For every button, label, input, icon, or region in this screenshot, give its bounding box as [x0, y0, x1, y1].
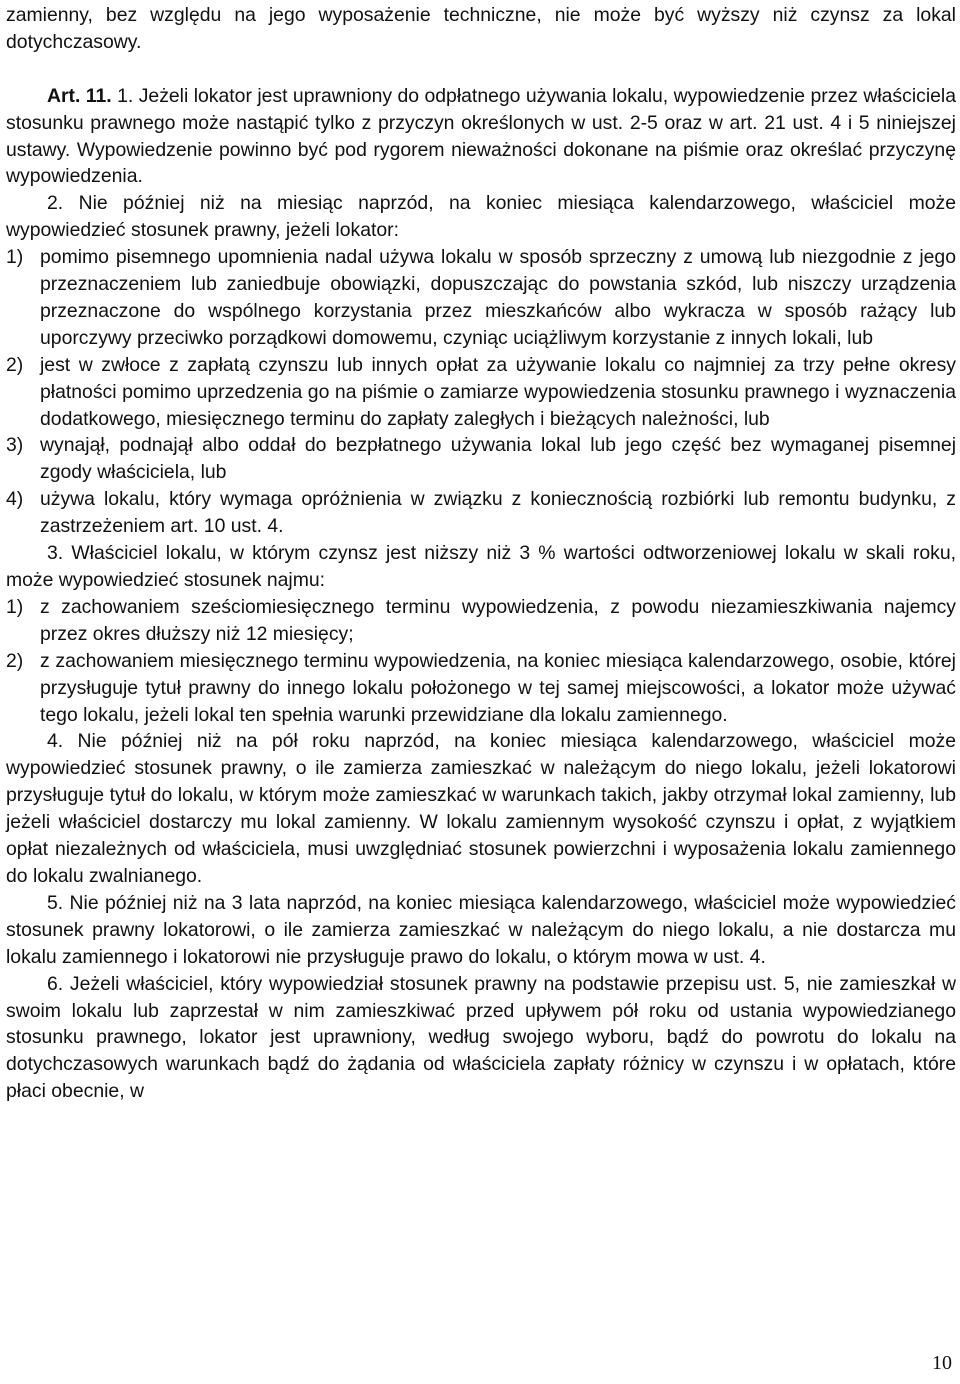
- list-item-number: 4): [6, 488, 24, 511]
- paragraph-gap: [6, 56, 956, 83]
- article-11-paragraph-2: 2. Nie później niż na miesiąc naprzód, na koniec miesiąca kalendarzowego, właściciel może wypowiedzieć stosunek prawny, jeżeli lokator:: [6, 192, 956, 242]
- paragraph-1-number: 1.: [117, 84, 134, 107]
- list-item-number: 1): [6, 246, 24, 269]
- list-item-text: z zachowaniem miesięcznego terminu wypowiedzenia, na koniec miesiąca kalendarzowego, osobie, której przysługuje tytuł prawny do innego lokalu położonego w tej samej miejscowości, a lokator może używać tego lokalu, jeżeli lokal ten spełnia warunki przewidziane dla lokalu zamiennego.: [40, 649, 956, 726]
- paragraph-1-text: Jeżeli lokator jest uprawniony do odpłatnego używania lokalu, wypowiedzenie przez właściciela stosunku prawnego może nastąpić tylko z przyczyn określonych w ust. 2-5 oraz w art. 21 ust. 4 i 5 niniejszej ustawy. Wypowiedzenie powinno być pod rygorem nieważności dokonane na piśmie oraz określać przyczynę wypowiedzenia.: [6, 84, 957, 188]
- list-item-text: z zachowaniem sześciomiesięcznego terminu wypowiedzenia, z powodu niezamieszkiwania najemcy przez okres dłuższy niż 12 miesięcy;: [40, 595, 956, 645]
- lead-paragraph: zamienny, bez względu na jego wyposażenie techniczne, nie może być wyższy niż czynsz za lokal dotychczasowy.: [6, 4, 956, 53]
- list-item: [6, 244, 956, 352]
- article-11-paragraph-6: 6. Jeżeli właściciel, który wypowiedział stosunek prawny na podstawie przepisu ust. 5, nie zamieszkał w swoim lokalu lub zaprzestał w nim zamieszkiwać przed upływem pół roku od ustania wypowiedzianego stosunku prawnego, lokator jest uprawniony, według swojego wyboru, bądź do powrotu do lokalu na dotychczasowych warunkach bądź do żądania od właściciela zapłaty różnicy w czynszu i w opłatach, które płaci obecnie, w: [6, 972, 956, 1103]
- page-number: 10: [932, 1352, 952, 1374]
- article-11-paragraph-1: [6, 83, 956, 191]
- paragraph-2-list: [6, 244, 956, 540]
- list-item: [6, 352, 956, 433]
- article-11-paragraph-4: 4. Nie później niż na pół roku naprzód, na koniec miesiąca kalendarzowego, właściciel może wypowiedzieć stosunek prawny, o ile zamierza zamieszkać w należącym do niego lokalu, jeżeli lokatorowi przysługuje tytuł do lokalu, w którym może zamieszkać w warunkach takich, jakby otrzymał lokal zamienny, lub jeżeli właściciel dostarczy mu lokal zamienny. W lokalu zamiennym wysokość czynszu i opłat, z wyjątkiem opłat niezależnych od właściciela, musi uwzględniać stosunek powierzchni i wyposażenia lokalu zamiennego do lokalu zwalnianego.: [6, 730, 956, 887]
- list-item: [6, 648, 956, 729]
- article-11-paragraph-3: 3. Właściciel lokalu, w którym czynsz jest niższy niż 3 % wartości odtworzeniowej lokalu w skali roku, może wypowiedzieć stosunek najmu:: [6, 542, 956, 592]
- article-label: Art. 11.: [47, 84, 112, 107]
- list-item-number: 3): [6, 434, 24, 457]
- list-item-text: wynajął, podnajął albo oddał do bezpłatnego używania lokal lub jego część bez wymaganej pisemnej zgody właściciela, lub: [40, 434, 956, 484]
- list-item: [6, 486, 956, 540]
- list-item-number: 1): [6, 595, 24, 618]
- list-item: [6, 594, 956, 648]
- list-item-number: 2): [6, 649, 24, 672]
- list-item-text: jest w zwłoce z zapłatą czynszu lub innych opłat za używanie lokalu co najmniej za trzy pełne okresy płatności pomimo uprzedzenia go na piśmie o zamiarze wypowiedzenia stosunku prawnego i wyznaczenia dodatkowego, miesięcznego terminu do zapłaty zaległych i bieżących należności, lub: [40, 353, 956, 430]
- list-item: [6, 432, 956, 486]
- list-item-text: używa lokalu, który wymaga opróżnienia w związku z koniecznością rozbiórki lub remontu budynku, z zastrzeżeniem art. 10 ust. 4.: [40, 488, 956, 538]
- paragraph-3-list: [6, 594, 956, 729]
- list-item-number: 2): [6, 353, 24, 376]
- list-item-text: pomimo pisemnego upomnienia nadal używa lokalu w sposób sprzeczny z umową lub niezgodnie z jego przeznaczeniem lub zaniedbuje obowiązki, dopuszczając do powstania szkód, lub niszczy urządzenia przeznaczone do wspólnego korzystania przez mieszkańców albo wykracza w sposób rażący lub uporczywy przeciwko porządkowi domowemu, czyniąc uciążliwym korzystanie z innych lokali, lub: [40, 246, 956, 349]
- article-11-paragraph-5: 5. Nie później niż na 3 lata naprzód, na koniec miesiąca kalendarzowego, właściciel może wypowiedzieć stosunek prawny lokatorowi, o ile zamierza zamieszkać w należącym do niego lokalu, a nie dostarcza mu lokalu zamiennego i lokatorowi nie przysługuje prawo do lokalu, o którym mowa w ust. 4.: [6, 891, 956, 968]
- document-page: [6, 2, 956, 1105]
